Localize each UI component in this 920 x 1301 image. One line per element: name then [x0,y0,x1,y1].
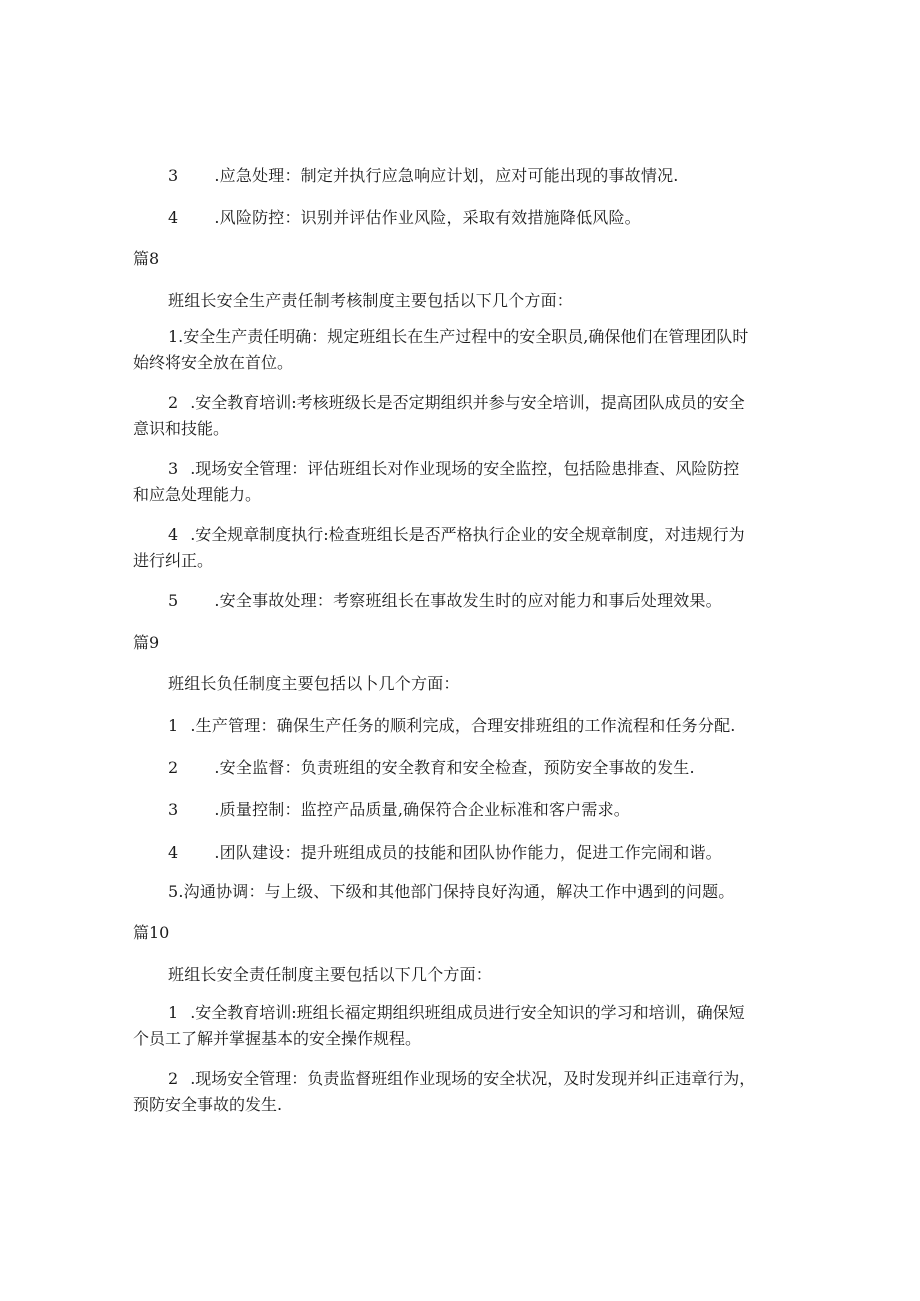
item-text: .团队建设：提升班组成员的技能和团队协作能力，促进工作完闹和谐。 [214,843,722,862]
list-item [168,841,722,865]
item-text-line2: 意识和技能。 [133,419,230,438]
list-item [133,456,798,508]
list-item [168,714,736,738]
list-item [133,1066,798,1118]
item-number: 2 [168,758,179,777]
section-heading: 篇10 [133,923,170,942]
item-text-line1: .安全规章制度执行:检查班组长是否严格执行企业的安全规章制度，对违规行为 [190,525,745,544]
list-item [168,206,641,230]
item-number: 4 [168,843,179,862]
item-number: 1 [168,716,179,735]
list-item [168,880,734,904]
item-text-line1: .安全教育培训:考核班级长是否定期组织并参与安全培训，提高团队成员的安全 [190,393,745,412]
list-item [133,522,798,574]
list-item [168,164,679,188]
section-intro: 班组长负任制度主要包括以卜几个方面： [168,674,460,693]
item-text: .质量控制：监控产品质量,确保符合企业标准和客户需求。 [214,800,630,819]
section-heading: 篇9 [133,633,160,652]
list-item [133,390,798,442]
item-text-line1: 1.安全生产责任明确：规定班组长在生产过程中的安全职员,确保他们在管理团队时 [168,327,749,346]
item-text-line2: 个员工了解并掌握基本的安全操作规程。 [133,1029,422,1048]
section-intro: 班组长安全责任制度主要包括以下几个方面： [168,965,493,984]
section-intro: 班组长安全生产责任制考核制度主要包括以下几个方面： [168,291,574,310]
item-number: 2 [168,393,179,412]
list-item [168,756,695,780]
item-number: 4 [168,208,179,227]
item-text: 5.沟通协调：与上级、下级和其他部门保持良好沟通，解决工作中遇到的问题。 [168,882,735,901]
item-text: .安全监督：负责班组的安全教育和安全检查，预防安全事故的发生. [214,758,695,777]
item-text-line2: 和应急处理能力。 [133,485,262,504]
list-item [168,798,630,822]
item-text: .风险防控：识别并评估作业风险，采取有效措施降低风险。 [214,208,641,227]
item-text-line2: 进行纠正。 [133,551,214,570]
list-item [133,1000,798,1052]
item-text: .安全事故处理：考察班组长在事故发生时的应对能力和事后处理效果。 [214,591,722,610]
item-text: .应急处理：制定并执行应急响应计划，应对可能出现的事故情况. [214,166,679,185]
item-text: .生产管理：确保生产任务的顺利完成，合理安排班组的工作流程和任务分配. [190,716,736,735]
item-text-line1: .现场安全管理：负责监督班组作业现场的安全状况，及时发现并纠正违章行为， [190,1069,756,1088]
list-item [133,324,798,376]
item-number: 3 [168,166,179,185]
item-number: 1 [168,1003,179,1022]
item-text-line2: 始终将安全放在首位。 [133,353,294,372]
section-heading: 篇8 [133,249,160,268]
item-number: 2 [168,1069,179,1088]
item-number: 3 [168,800,179,819]
item-number: 5 [168,591,179,610]
item-number: 3 [168,459,179,478]
list-item [168,589,722,613]
item-text-line1: .安全教育培训:班组长福定期组织班组成员进行安全知识的学习和培训，确保短 [190,1003,745,1022]
item-text-line1: .现场安全管理：评估班组长对作业现场的安全监控，包括险患排查、风险防控 [190,459,740,478]
item-text-line2: 预防安全事故的发生. [133,1095,283,1114]
item-number: 4 [168,525,179,544]
